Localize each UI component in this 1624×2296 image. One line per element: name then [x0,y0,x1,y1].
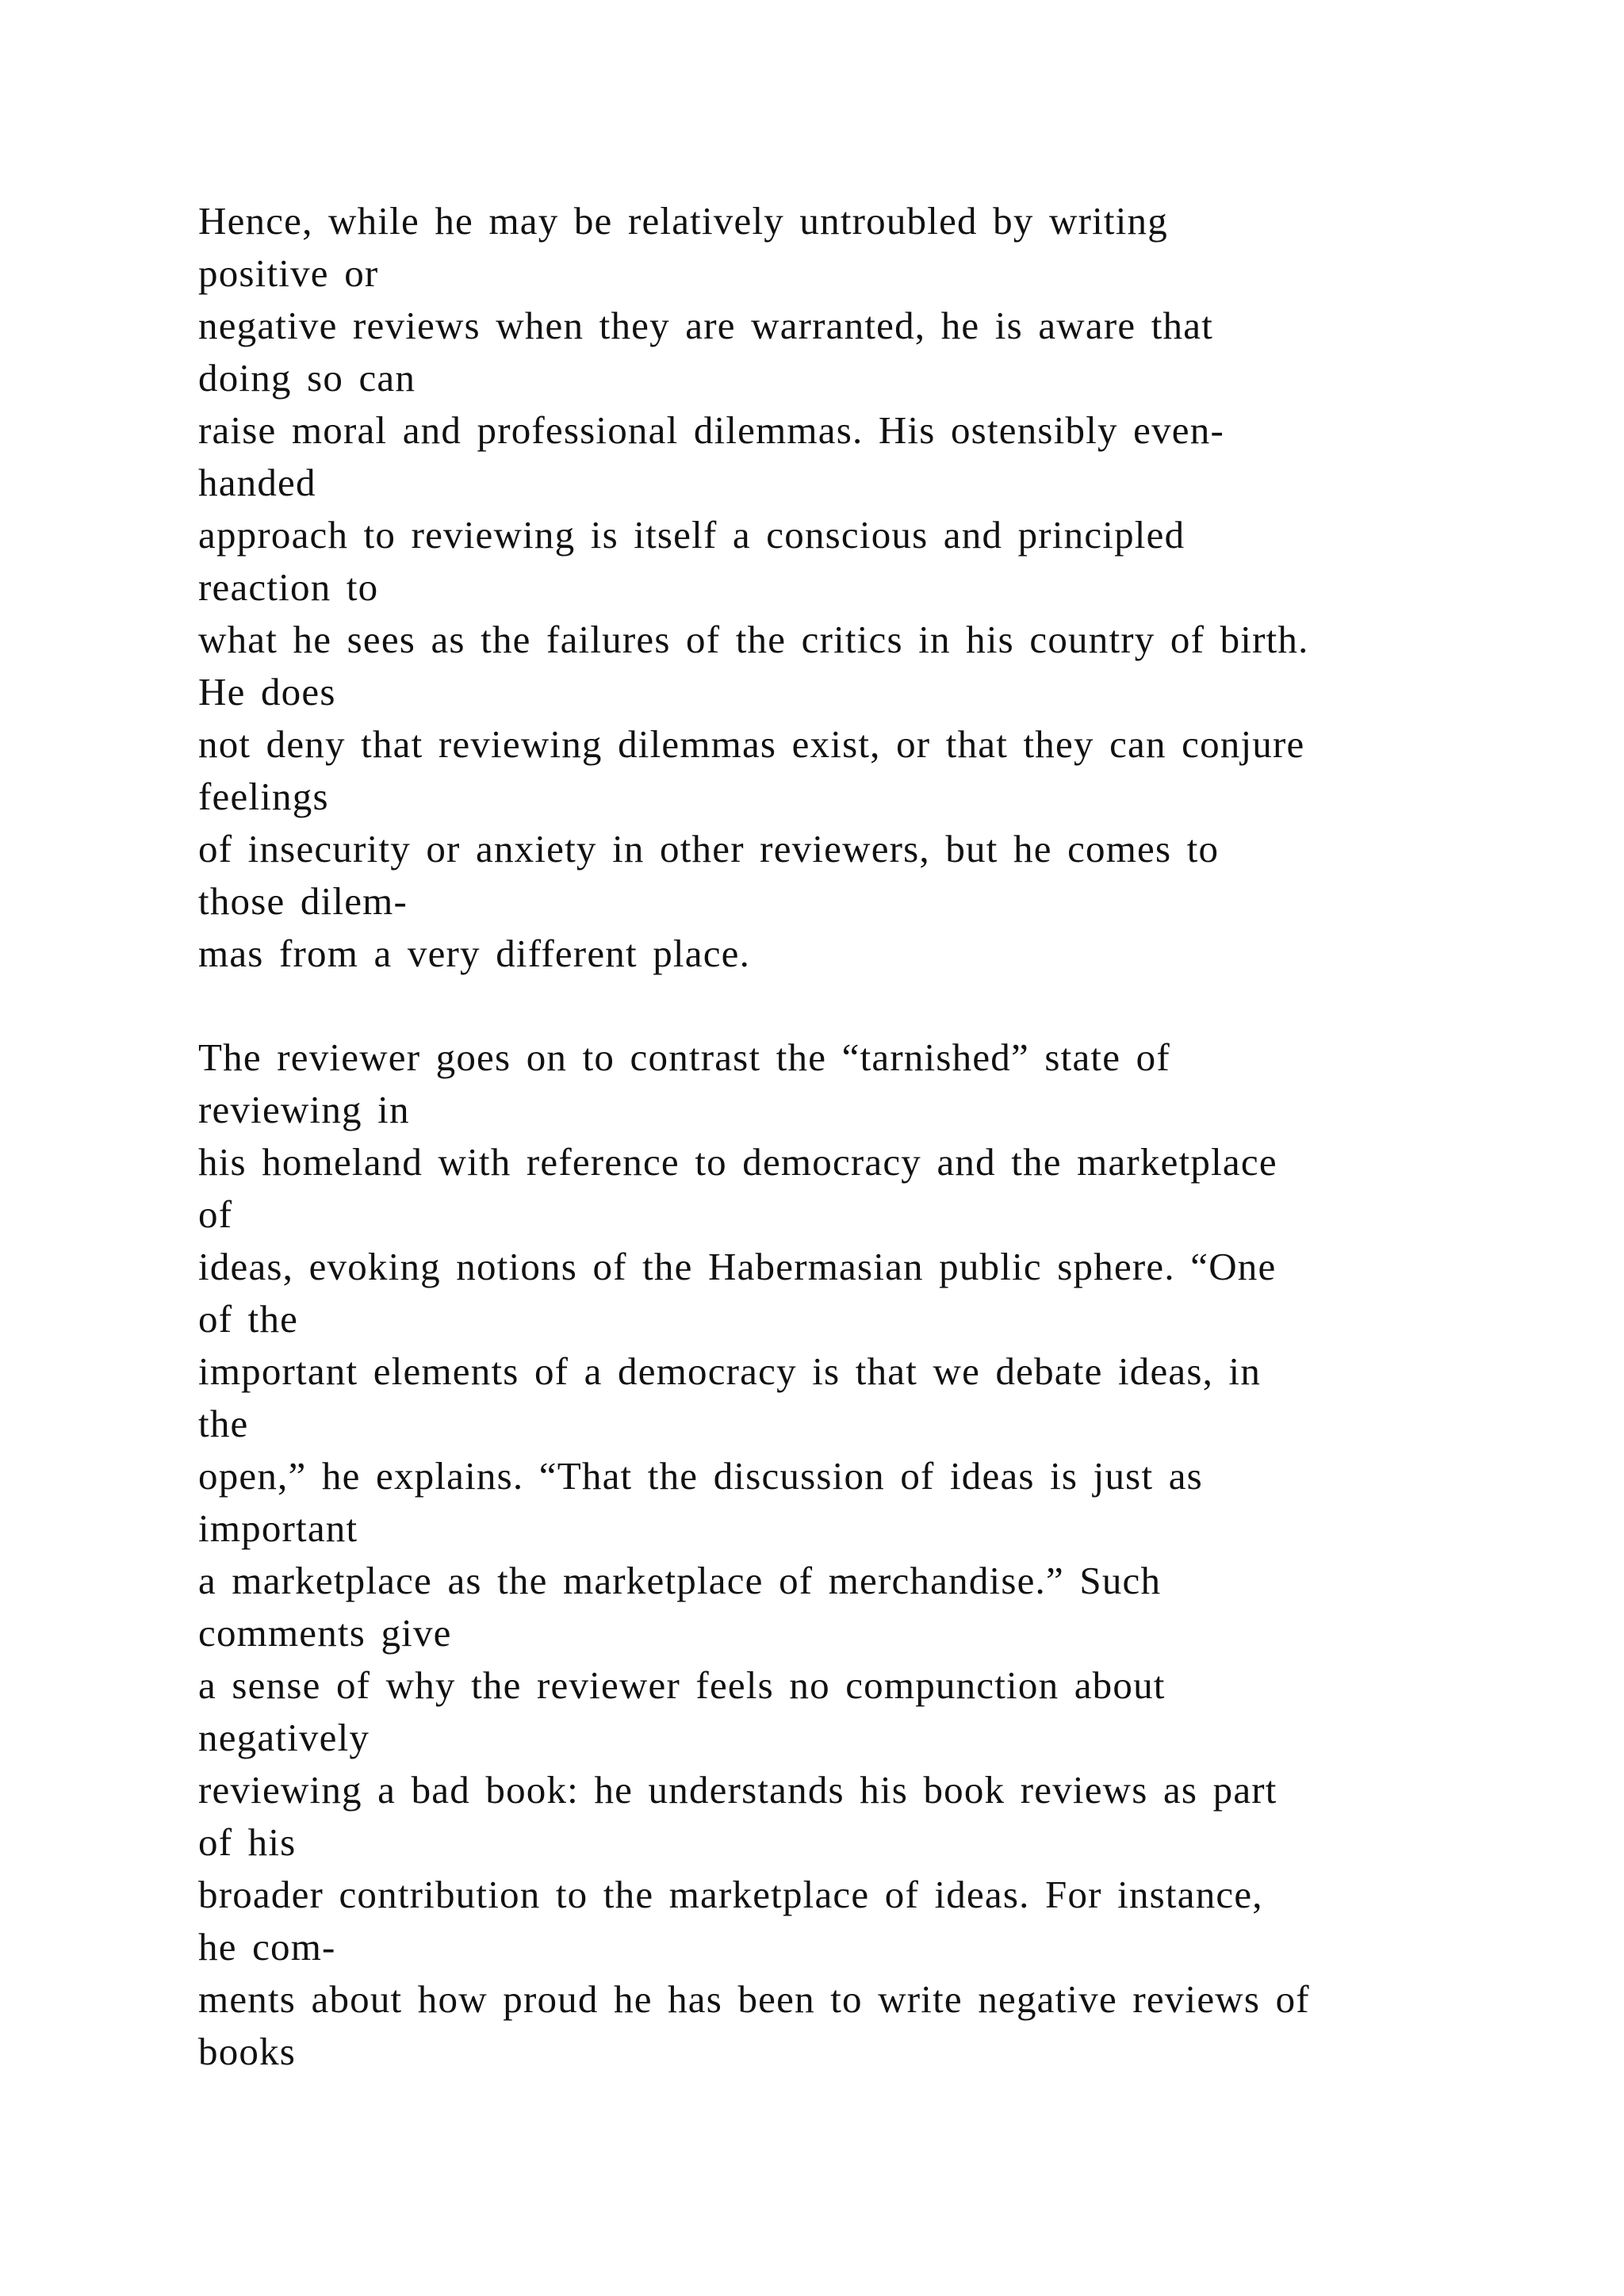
text-line: reviewing in [198,1088,410,1131]
text-line: broader contribution to the marketplace of ideas. For instance, [198,1873,1263,1916]
text-line: negative reviews when they are warranted, he is aware that [198,304,1214,347]
text-line: comments give [198,1611,452,1655]
text-line: those dilem- [198,879,408,923]
text-line: Hence, while he may be relatively untroubled by writing [198,199,1168,243]
text-line: reaction to [198,565,379,609]
text-line: of insecurity or anxiety in other reviewers, but he comes to [198,827,1220,871]
text-line: approach to reviewing is itself a conscious and principled [198,513,1185,557]
text-line: a sense of why the reviewer feels no compunction about [198,1663,1166,1707]
text-line: the [198,1402,249,1445]
text-line: of [198,1192,233,1236]
text-line: of the [198,1297,299,1341]
text-line: of his [198,1820,297,1864]
text-line: what he sees as the failures of the critics in his country of birth. [198,618,1309,661]
text-line: his homeland with reference to democracy and the marketplace [198,1140,1277,1184]
text-line: positive or [198,251,379,295]
text-line: books [198,2030,297,2073]
text-line: handed [198,461,316,504]
text-line: reviewing a bad book: he understands his book reviews as part [198,1768,1277,1812]
text-line: ments about how proud he has been to write negative reviews of [198,1977,1310,2021]
text-line: open,” he explains. “That the discussion of ideas is just as [198,1454,1203,1498]
paragraph-2 [198,1031,1546,2078]
text-line: not deny that reviewing dilemmas exist, or that they can conjure [198,722,1305,766]
text-line: He does [198,670,336,714]
text-line: raise moral and professional dilemmas. His ostensibly even- [198,408,1224,452]
text-line: a marketplace as the marketplace of merchandise.” Such [198,1559,1162,1602]
text-line: important elements of a democracy is that we debate ideas, in [198,1349,1262,1393]
text-line: he com- [198,1925,336,1969]
text-line: feelings [198,775,329,818]
text-line: mas from a very different place. [198,932,751,975]
text-line: The reviewer goes on to contrast the “tarnished” state of [198,1035,1170,1079]
text-line: important [198,1506,358,1550]
text-line: ideas, evoking notions of the Habermasian public sphere. “One [198,1245,1277,1288]
paragraph-1 [198,195,1546,980]
text-line: doing so can [198,356,416,400]
text-line: negatively [198,1716,370,1759]
